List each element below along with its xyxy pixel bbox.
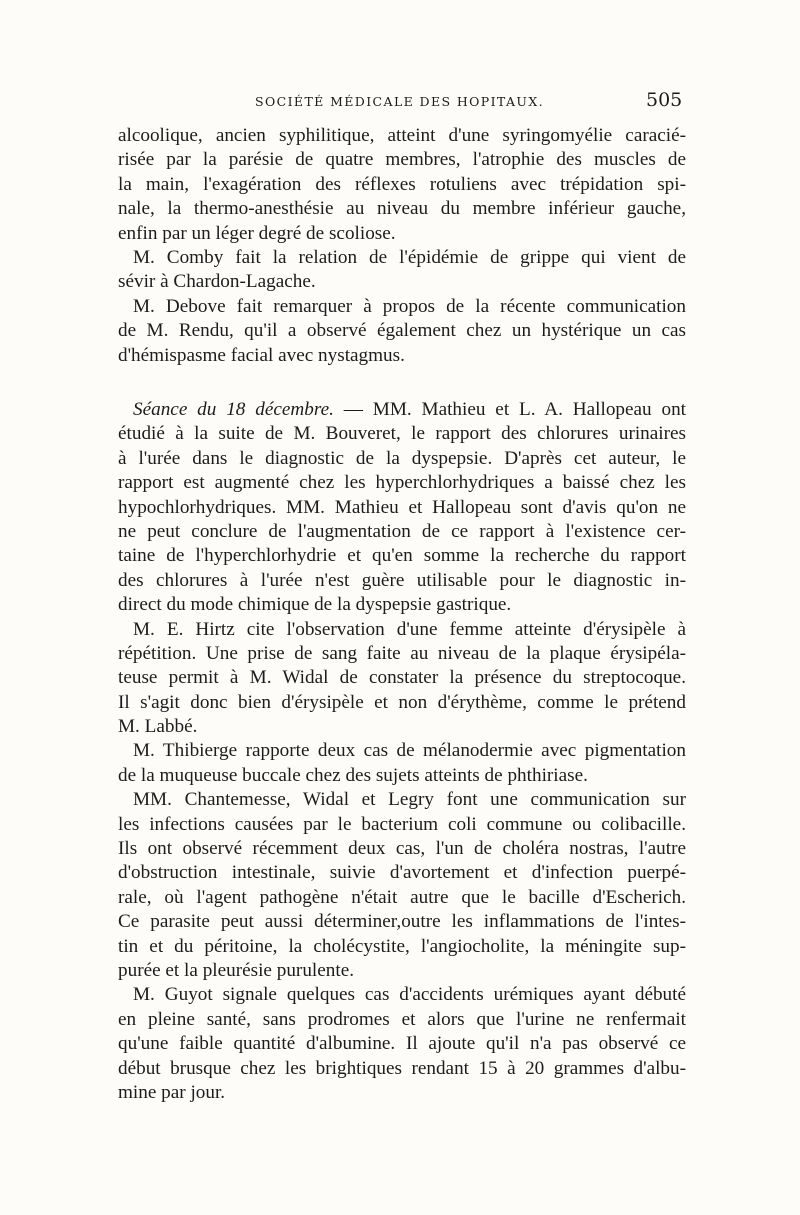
text-line: purée et la pleurésie purulente. xyxy=(118,959,355,981)
text-line: la main, l'exagération des réflexes rotuliens avec trépidation spi- xyxy=(118,173,686,195)
text-line: à l'urée dans le diagnostic de la dyspepsie. D'après cet auteur, le xyxy=(118,447,686,469)
text-block-1 xyxy=(118,124,686,368)
text-line: d'hémispasme facial avec nystagmus. xyxy=(118,344,405,366)
text-line: sévir à Chardon-Lagache. xyxy=(118,271,316,293)
text-line: M. Labbé. xyxy=(118,716,198,738)
text-line: Il s'agit donc bien d'érysipèle et non d'érythème, comme le prétend xyxy=(118,691,686,713)
session-heading: Séance du 18 décembre. xyxy=(133,399,334,420)
running-title: SOCIÉTÉ MÉDICALE DES HOPITAUX. xyxy=(255,94,545,109)
text-line: alcoolique, ancien syphilitique, atteint d'une syringomyélie caracié- xyxy=(118,125,686,146)
text-line: taine de l'hyperchlorhydrie et qu'en somme la recherche du rapport xyxy=(118,545,686,567)
text-line: en pleine santé, sans prodromes et alors que l'urine ne renfermait xyxy=(118,1008,686,1030)
text-line: Ils ont observé récemment deux cas, l'un de choléra nostras, l'autre xyxy=(118,838,686,860)
text-line: tin et du péritoine, la cholécystite, l'angiocholite, la méningite sup- xyxy=(118,935,686,957)
text-line: répétition. Une prise de sang faite au niveau de la plaque érysipéla- xyxy=(118,642,686,664)
text-line: teuse permit à M. Widal de constater la présence du streptocoque. xyxy=(118,667,686,689)
text-line: des chlorures à l'urée n'est guère utilisable pour le diagnostic in- xyxy=(118,569,686,591)
session-heading-rest: — MM. Mathieu et L. A. Hallopeau ont xyxy=(333,399,686,420)
text-line: MM. Chantemesse, Widal et Legry font une communication sur xyxy=(133,789,686,811)
text-line: de M. Rendu, qu'il a observé également chez un hystérique un cas xyxy=(118,320,686,342)
text-line: enfin par un léger degré de scoliose. xyxy=(118,222,396,244)
text-line: M. Comby fait la relation de l'épidémie de grippe qui vient de xyxy=(133,246,686,268)
text-line: direct du mode chimique de la dyspepsie gastrique. xyxy=(118,594,512,616)
text-line: nale, la thermo-anesthésie au niveau du membre inférieur gauche, xyxy=(118,198,686,220)
text-line: de la muqueuse buccale chez des sujets atteints de phthiriase. xyxy=(118,764,588,786)
text-line: ne peut conclure de l'augmentation de ce rapport à l'existence cer- xyxy=(118,520,686,542)
text-line: M. Debove fait remarquer à propos de la récente communication xyxy=(133,295,686,317)
text-line: rale, où l'agent pathogène n'était autre que le bacille d'Escherich. xyxy=(118,886,686,908)
text-line: qu'une faible quantité d'albumine. Il ajoute qu'il n'a pas observé ce xyxy=(118,1033,686,1055)
text-line: début brusque chez les brightiques rendant 15 à 20 grammes d'albu- xyxy=(118,1057,686,1079)
text-line: M. E. Hirtz cite l'observation d'une femme atteinte d'érysipèle à xyxy=(133,618,686,640)
text-line: rapport est augmenté chez les hyperchlorhydriques a baissé chez les xyxy=(118,472,686,494)
text-line: les infections causées par le bacterium coli commune ou colibacille. xyxy=(118,813,686,835)
text-line: Ce parasite peut aussi déterminer,outre les inflammations de l'intes- xyxy=(118,911,686,933)
text-line: risée par la parésie de quatre membres, l'atrophie des muscles de xyxy=(118,149,686,171)
text-line: d'obstruction intestinale, suivie d'avortement et d'infection puerpé- xyxy=(118,862,686,884)
text-line: M. Thibierge rapporte deux cas de mélanodermie avec pigmentation xyxy=(133,740,686,762)
page-number: 505 xyxy=(646,89,683,111)
text-line: mine par jour. xyxy=(118,1081,226,1103)
text-line: hypochlorhydriques. MM. Mathieu et Hallopeau sont d'avis qu'on ne xyxy=(118,496,686,518)
text-line: étudié à la suite de M. Bouveret, le rapport des chlorures urinaires xyxy=(118,423,686,445)
text-block-2 xyxy=(118,398,686,1105)
text-line: M. Guyot signale quelques cas d'accidents urémiques ayant débuté xyxy=(133,984,686,1006)
session-heading-line xyxy=(118,398,686,422)
